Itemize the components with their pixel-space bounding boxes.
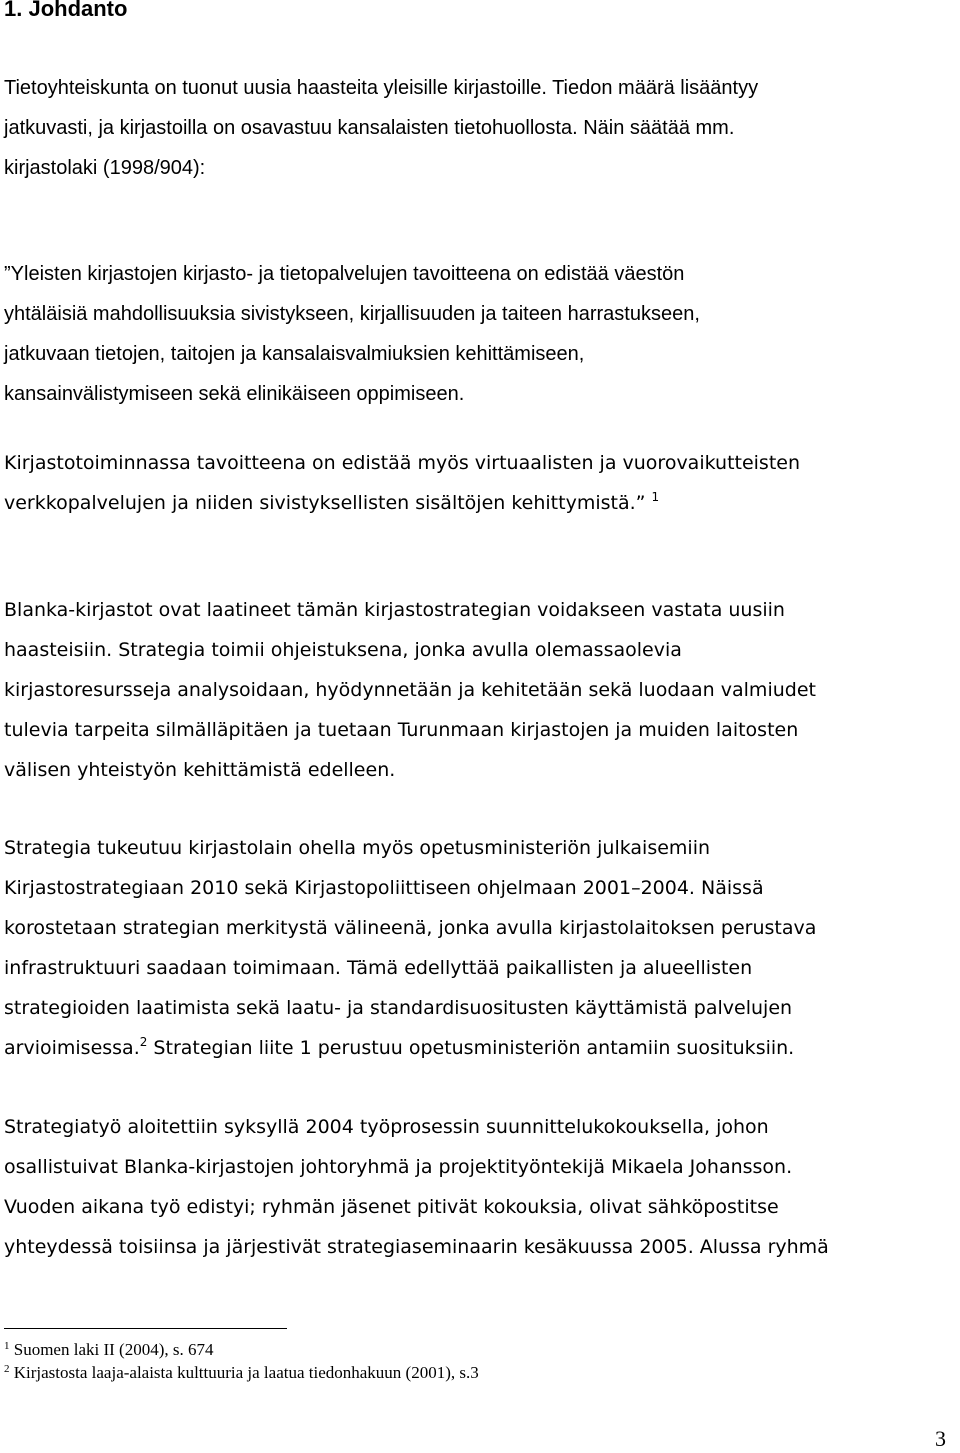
footnote	[4, 1339, 213, 1361]
text-line: Blanka-kirjastot ovat laatineet tämän kirjastostrategian voidakseen vastata uusiin	[4, 599, 785, 621]
intro-paragraph	[4, 68, 954, 188]
quote-continuation-paragraph	[4, 443, 954, 523]
quote-paragraph	[4, 254, 954, 414]
footnote-text: Kirjastosta laaja-alaista kulttuuria ja laatua tiedonhakuun (2001), s.3	[9, 1363, 479, 1382]
text-line: haasteisiin. Strategia toimii ohjeistuksena, jonka avulla olemassaolevia	[4, 639, 682, 661]
text-line: Kirjastotoiminnassa tavoitteena on edistää myös virtuaalisten ja vuorovaikutteisten	[4, 452, 801, 474]
footnote-text: Suomen laki II (2004), s. 674	[9, 1340, 214, 1359]
text-line: jatkuvasti, ja kirjastoilla on osavastuu kansalaisten tietohuollosta. Näin säätää mm.	[4, 117, 735, 139]
text-line: yhteydessä toisiinsa ja järjestivät strategiaseminaarin kesäkuussa 2005. Alussa ryhmä	[4, 1236, 829, 1258]
page-number: 3	[935, 1426, 946, 1451]
footnote-ref[interactable]: 2	[139, 1035, 148, 1049]
text-line	[4, 1028, 954, 1068]
section-heading: 1. Johdanto	[4, 0, 128, 21]
text-line: välisen yhteistyön kehittämistä edelleen.	[4, 759, 396, 781]
text-line: kirjastoresursseja analysoidaan, hyödynnetään ja kehitetään sekä luodaan valmiudet	[4, 679, 816, 701]
text-line: kansainvälistymiseen sekä elinikäiseen oppimiseen.	[4, 383, 465, 405]
text-line: tulevia tarpeita silmälläpitäen ja tuetaan Turunmaan kirjastojen ja muiden laitosten	[4, 719, 799, 741]
footnote	[4, 1362, 479, 1384]
text-line: kirjastolaki (1998/904):	[4, 157, 206, 179]
text-line: Vuoden aikana työ edistyi; ryhmän jäsenet pitivät kokouksia, olivat sähköpostitse	[4, 1196, 779, 1218]
footnote-ref[interactable]: 1	[651, 490, 660, 504]
text-line: Kirjastostrategiaan 2010 sekä Kirjastopoliittiseen ohjelmaan 2001–2004. Näissä	[4, 877, 764, 899]
text-line: korostetaan strategian merkitystä välineenä, jonka avulla kirjastolaitoksen perustava	[4, 917, 817, 939]
text-line: Strategia tukeutuu kirjastolain ohella myös opetusministeriön julkaisemiin	[4, 837, 711, 859]
text-line: ”Yleisten kirjastojen kirjasto- ja tietopalvelujen tavoitteena on edistää väestön	[4, 263, 685, 285]
text-segment: Strategian liite 1 perustuu opetusministeriön antamiin suosituksiin.	[147, 1037, 795, 1059]
text-segment: arvioimisessa.	[4, 1037, 140, 1059]
text-segment: verkkopalvelujen ja niiden sivistyksellisten sisältöjen kehittymistä.”	[4, 492, 646, 514]
text-line	[4, 483, 954, 523]
text-line: osallistuivat Blanka-kirjastojen johtoryhmä ja projektityöntekijä Mikaela Johansson.	[4, 1156, 793, 1178]
text-line: Strategiatyö aloitettiin syksyllä 2004 työprosessin suunnittelukokouksella, johon	[4, 1116, 769, 1138]
text-line: Tietoyhteiskunta on tuonut uusia haasteita yleisille kirjastoille. Tiedon määrä lisääntyy	[4, 77, 759, 99]
footnote-number: 2	[4, 1363, 10, 1375]
support-paragraph	[4, 828, 954, 1068]
work-paragraph	[4, 1107, 954, 1267]
text-line: infrastruktuuri saadaan toimimaan. Tämä edellyttää paikallisten ja alueellisten	[4, 957, 753, 979]
text-line: jatkuvaan tietojen, taitojen ja kansalaisvalmiuksien kehittämiseen,	[4, 343, 585, 365]
strategy-paragraph	[4, 590, 954, 790]
text-line: yhtäläisiä mahdollisuuksia sivistykseen, kirjallisuuden ja taiteen harrastukseen,	[4, 303, 700, 325]
text-line: strategioiden laatimista sekä laatu- ja standardisuositusten käyttämistä palvelujen	[4, 997, 793, 1019]
footnote-divider	[4, 1328, 287, 1329]
footnote-number: 1	[4, 1340, 10, 1352]
